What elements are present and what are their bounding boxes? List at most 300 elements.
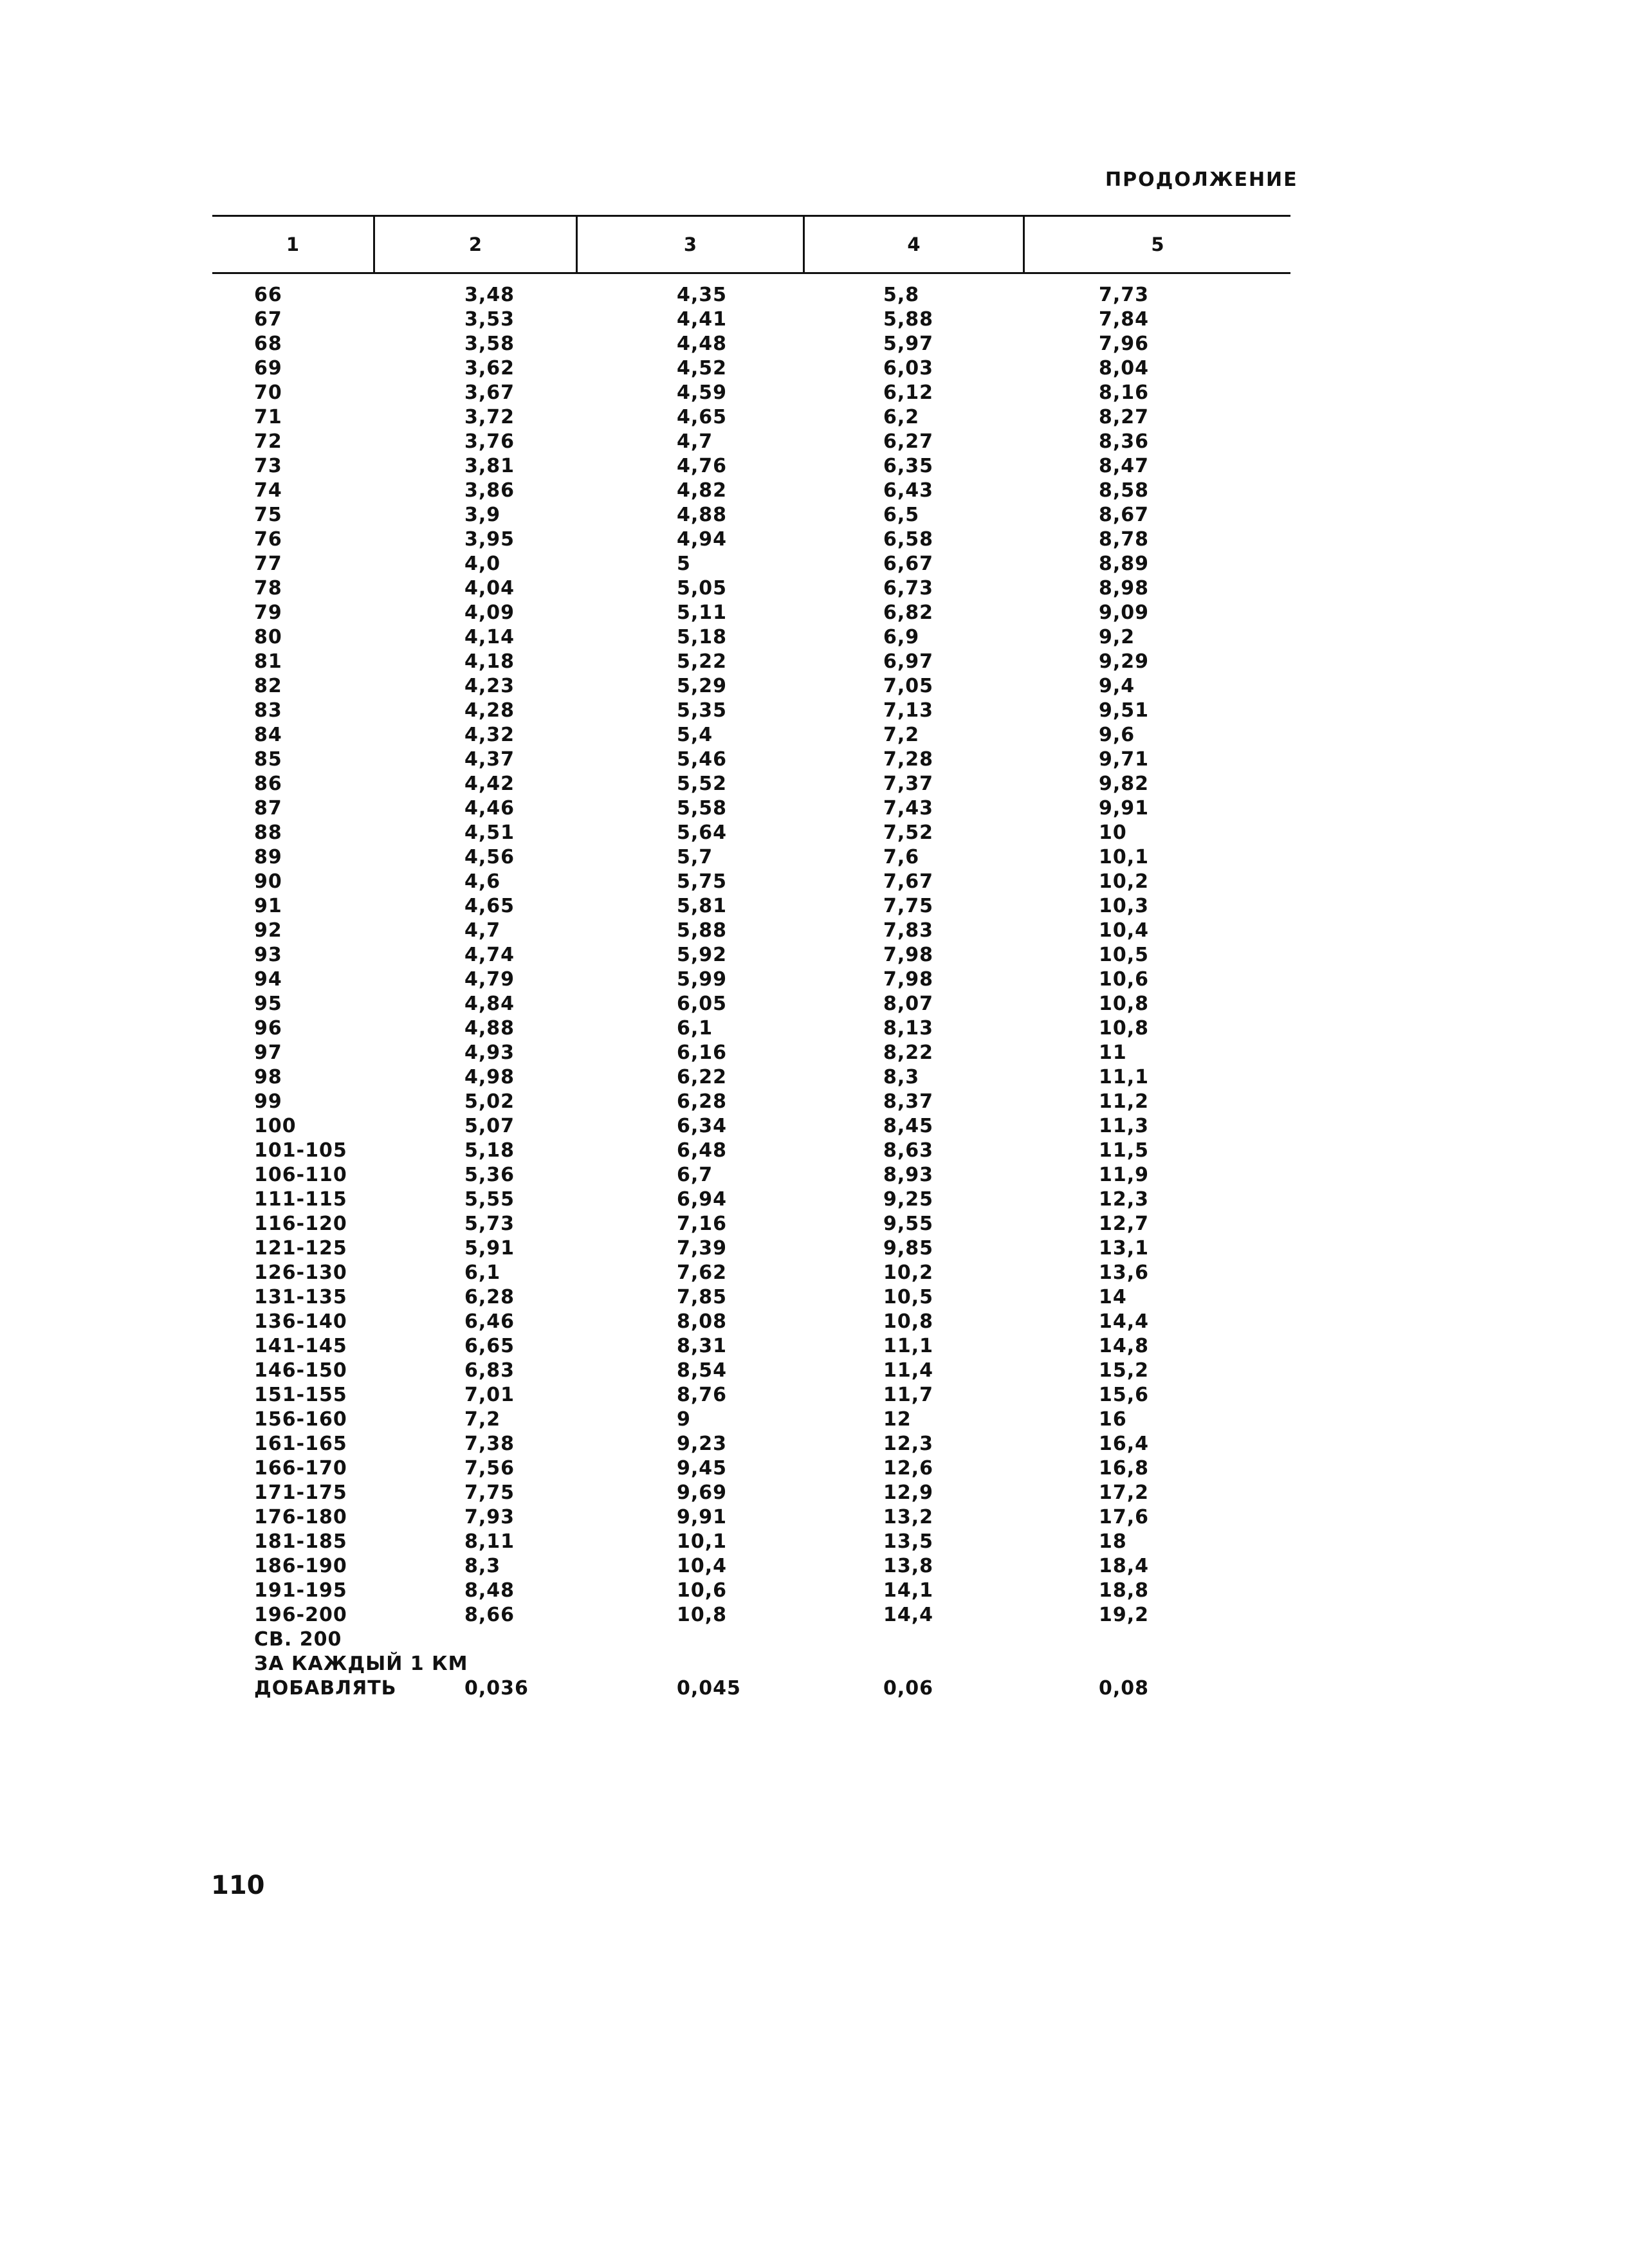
table-cell-col-5: 15,6 [1099, 1384, 1150, 1406]
table-cell-col-4: 12,6 [883, 1457, 934, 1480]
table-cell-col-5: 12,3 [1099, 1188, 1150, 1211]
table-cell-col-5: 11,5 [1099, 1139, 1150, 1162]
table-cell-col-1: 93 [254, 944, 282, 966]
table-cell-col-2: 5,73 [464, 1213, 515, 1235]
table-cell-col-5: 8,16 [1099, 381, 1150, 404]
table-row [0, 821, 1652, 845]
table-cell-col-5: 9,29 [1099, 650, 1150, 673]
table-cell-col-5: 16 [1099, 1408, 1127, 1431]
table-cell-col-1: 111-115 [254, 1188, 347, 1211]
table-cell-col-2: 4,18 [464, 650, 515, 673]
table-cell-col-2: 4,88 [464, 1017, 515, 1040]
column-header-3: 3 [683, 234, 697, 255]
table-cell-col-5: 8,89 [1099, 553, 1150, 575]
table-cell-col-5: 14,8 [1099, 1335, 1150, 1357]
table-row [0, 454, 1652, 479]
table-cell-col-5: 11,9 [1099, 1164, 1150, 1186]
table-row [0, 967, 1652, 992]
table-cell-col-2: 4,0 [464, 553, 501, 575]
column-header-1: 1 [286, 234, 300, 255]
table-cell-col-2: 5,91 [464, 1237, 515, 1260]
table-cell-col-5: 19,2 [1099, 1604, 1150, 1626]
table-cell-col-3: 5,4 [677, 724, 713, 746]
table-row [0, 650, 1652, 674]
table-cell-col-2: 3,86 [464, 479, 515, 502]
table-row [0, 307, 1652, 332]
table-cell-col-1: 141-145 [254, 1335, 347, 1357]
table-cell-col-2: 4,98 [464, 1066, 515, 1088]
table-cell-col-5: 10,5 [1099, 944, 1150, 966]
table-cell-col-3: 5,05 [677, 577, 728, 600]
table-cell-col-4: 8,45 [883, 1115, 934, 1137]
table-cell-col-4: 8,22 [883, 1041, 934, 1064]
table-cell-col-2: 4,23 [464, 675, 515, 697]
table-cell-col-4: 8,13 [883, 1017, 934, 1040]
table-cell-col-5: 18 [1099, 1530, 1127, 1553]
table-cell-col-3: 7,85 [677, 1286, 728, 1308]
table-row [0, 479, 1652, 503]
table-row [0, 283, 1652, 307]
table-cell-col-2: 3,62 [464, 357, 515, 380]
table-cell-col-2: 3,72 [464, 406, 515, 428]
table-cell-col-2: 4,37 [464, 748, 515, 771]
table-cell-col-4: 12,9 [883, 1481, 934, 1504]
table-cell-col-4: 7,52 [883, 821, 934, 844]
table-cell-col-5: 10,6 [1099, 968, 1150, 991]
table-cell-col-2: 3,48 [464, 284, 515, 306]
table-cell-col-2: 7,38 [464, 1433, 515, 1455]
table-cell-col-5: 10 [1099, 821, 1127, 844]
table-cell-col-2: 5,18 [464, 1139, 515, 1162]
table-cell-col-2: 3,81 [464, 455, 515, 477]
page-number: 110 [211, 1871, 265, 1900]
table-row [0, 1139, 1652, 1163]
table-cell-col-1: 85 [254, 748, 282, 771]
table-row [0, 1359, 1652, 1383]
table-row [0, 1016, 1652, 1041]
table-cell-col-5: 9,51 [1099, 699, 1150, 722]
table-cell-col-2: 7,2 [464, 1408, 501, 1431]
table-cell-col-3: 5,7 [677, 846, 713, 868]
table-cell-col-3: 5,46 [677, 748, 728, 771]
table-cell-col-4: 9,55 [883, 1213, 934, 1235]
table-cell-col-5: 9,4 [1099, 675, 1135, 697]
table-cell-col-1: 98 [254, 1066, 282, 1088]
table-cell-col-1: 92 [254, 919, 282, 942]
table-cell-col-2: 3,76 [464, 430, 515, 453]
table-cell-col-4: 7,6 [883, 846, 920, 868]
table-cell-col-5: 0,08 [1099, 1677, 1150, 1700]
table-row [0, 1188, 1652, 1212]
table-row [0, 1090, 1652, 1114]
table-row [0, 1065, 1652, 1090]
table-cell-col-1: 186-190 [254, 1555, 347, 1577]
table-cell-col-1: 86 [254, 773, 282, 795]
table-cell-col-3: 5,64 [677, 821, 728, 844]
table-cell-col-5: 7,96 [1099, 333, 1150, 355]
table-cell-col-1: 116-120 [254, 1213, 347, 1235]
table-row [0, 723, 1652, 747]
table-cell-col-3: 4,59 [677, 381, 728, 404]
table-cell-col-2: 8,66 [464, 1604, 515, 1626]
table-cell-col-1: 91 [254, 895, 282, 917]
table-row [0, 1334, 1652, 1359]
table-cell-col-3: 9,45 [677, 1457, 728, 1480]
table-header [212, 215, 1290, 274]
table-cell-col-1: 75 [254, 504, 282, 526]
table-cell-col-2: 8,3 [464, 1555, 501, 1577]
table-cell-col-3: 8,31 [677, 1335, 728, 1357]
table-cell-col-4: 7,75 [883, 895, 934, 917]
table-cell-col-2: 6,46 [464, 1310, 515, 1333]
table-cell-col-3: 4,94 [677, 528, 728, 551]
table-cell-col-5: 9,09 [1099, 601, 1150, 624]
table-cell-col-1: 95 [254, 993, 282, 1015]
table-row [0, 1212, 1652, 1236]
table-cell-col-4: 12,3 [883, 1433, 934, 1455]
table-cell-col-5: 17,6 [1099, 1506, 1150, 1528]
table-row [0, 625, 1652, 650]
table-row [0, 870, 1652, 894]
table-cell-col-3: 10,1 [677, 1530, 728, 1553]
table-row [0, 1456, 1652, 1481]
table-cell-col-5: 9,6 [1099, 724, 1135, 746]
table-row [0, 332, 1652, 356]
table-row [0, 503, 1652, 527]
table-cell-col-2: 5,07 [464, 1115, 515, 1137]
table-cell-col-1: 136-140 [254, 1310, 347, 1333]
table-cell-col-1: 77 [254, 553, 282, 575]
table-row [0, 919, 1652, 943]
table-cell-col-4: 8,63 [883, 1139, 934, 1162]
continuation-label: ПРОДОЛЖЕНИЕ [1105, 169, 1298, 191]
table-row [0, 1579, 1652, 1603]
table-cell-col-5: 10,2 [1099, 870, 1150, 893]
table-cell-col-2: 5,55 [464, 1188, 515, 1211]
table-cell-col-5: 15,2 [1099, 1359, 1150, 1382]
table-cell-col-1: 79 [254, 601, 282, 624]
table-row [0, 772, 1652, 796]
table-cell-col-4: 5,97 [883, 333, 934, 355]
table-cell-col-2: 4,93 [464, 1041, 515, 1064]
table-cell-col-1: 83 [254, 699, 282, 722]
table-cell-col-1: 70 [254, 381, 282, 404]
table-cell-col-3: 5,99 [677, 968, 728, 991]
table-cell-col-4: 6,97 [883, 650, 934, 673]
table-row [0, 1432, 1652, 1456]
table-cell-col-5: 8,78 [1099, 528, 1150, 551]
table-cell-col-3: 4,82 [677, 479, 728, 502]
table-cell-col-5: 16,8 [1099, 1457, 1150, 1480]
table-cell-col-5: 9,82 [1099, 773, 1150, 795]
table-cell-col-2: 3,9 [464, 504, 501, 526]
table-cell-col-3: 5,92 [677, 944, 728, 966]
table-row [0, 1554, 1652, 1579]
table-cell-col-1: 81 [254, 650, 282, 673]
table-cell-col-5: 8,47 [1099, 455, 1150, 477]
table-cell-col-2: 3,58 [464, 333, 515, 355]
table-cell-col-5: 14,4 [1099, 1310, 1150, 1333]
table-cell-col-3: 5,29 [677, 675, 728, 697]
table-cell-col-1: 121-125 [254, 1237, 347, 1260]
table-cell-col-2: 4,74 [464, 944, 515, 966]
table-cell-col-3: 5,18 [677, 626, 728, 648]
table-cell-col-5: 7,73 [1099, 284, 1150, 306]
table-row [0, 430, 1652, 454]
table-cell-col-5: 9,91 [1099, 797, 1150, 820]
table-cell-col-1: 88 [254, 821, 282, 844]
table-cell-col-3: 9 [677, 1408, 691, 1431]
table-row [0, 601, 1652, 625]
table-cell-col-3: 4,65 [677, 406, 728, 428]
table-cell-col-3: 7,16 [677, 1213, 728, 1235]
table-cell-col-5: 13,6 [1099, 1261, 1150, 1284]
table-cell-col-1: 84 [254, 724, 282, 746]
table-cell-col-3: 8,54 [677, 1359, 728, 1382]
table-cell-col-4: 13,2 [883, 1506, 934, 1528]
table-row [0, 796, 1652, 821]
column-header-4: 4 [907, 234, 921, 255]
table-cell-col-4: 8,37 [883, 1090, 934, 1113]
table-cell-col-4: 0,06 [883, 1677, 934, 1700]
table-cell-col-4: 7,43 [883, 797, 934, 820]
table-cell-col-3: 4,88 [677, 504, 728, 526]
table-row [0, 1603, 1652, 1628]
table-cell-col-3: 6,7 [677, 1164, 713, 1186]
table-cell-col-5: 11,2 [1099, 1090, 1150, 1113]
table-cell-col-5: 13,1 [1099, 1237, 1150, 1260]
table-cell-col-4: 6,5 [883, 504, 920, 526]
table-cell-col-5: 8,98 [1099, 577, 1150, 600]
table-cell-col-4: 13,8 [883, 1555, 934, 1577]
table-cell-col-3: 6,94 [677, 1188, 728, 1211]
table-cell-col-1: 166-170 [254, 1457, 347, 1480]
table-row [0, 1481, 1652, 1505]
table-cell-col-4: 7,83 [883, 919, 934, 942]
table-cell-col-5: 14 [1099, 1286, 1127, 1308]
table-cell-col-1: 146-150 [254, 1359, 347, 1382]
table-cell-col-2: 4,84 [464, 993, 515, 1015]
table-cell-col-3: 0,045 [677, 1677, 741, 1700]
table-cell-col-4: 7,13 [883, 699, 934, 722]
table-cell-col-1: 80 [254, 626, 282, 648]
table-cell-col-5: 8,36 [1099, 430, 1150, 453]
table-cell-col-2: 5,36 [464, 1164, 515, 1186]
table-cell-col-1: 74 [254, 479, 282, 502]
table-cell-col-4: 8,93 [883, 1164, 934, 1186]
table-cell-col-3: 6,22 [677, 1066, 728, 1088]
column-header-5: 5 [1151, 234, 1164, 255]
table-cell-col-1: 66 [254, 284, 282, 306]
table-cell-col-3: 5,58 [677, 797, 728, 820]
table-cell-col-1: 68 [254, 333, 282, 355]
table-cell-col-4: 7,05 [883, 675, 934, 697]
table-row [0, 1383, 1652, 1408]
table-cell-col-3: 9,91 [677, 1506, 728, 1528]
table-cell-col-1: 106-110 [254, 1164, 347, 1186]
table-cell-col-4: 6,82 [883, 601, 934, 624]
table-cell-col-2: 4,51 [464, 821, 515, 844]
table-cell-col-2: 4,6 [464, 870, 501, 893]
table-cell-col-2: 4,79 [464, 968, 515, 991]
table-cell-col-3: 8,76 [677, 1384, 728, 1406]
table-cell-col-3: 4,35 [677, 284, 728, 306]
table-cell-col-5: 11 [1099, 1041, 1127, 1064]
table-cell-col-5: 10,1 [1099, 846, 1150, 868]
table-cell-col-3: 9,69 [677, 1481, 728, 1504]
table-cell-col-2: 4,56 [464, 846, 515, 868]
table-cell-col-2: 3,53 [464, 308, 515, 331]
table-cell-col-2: 4,46 [464, 797, 515, 820]
table-cell-col-5: 8,67 [1099, 504, 1150, 526]
table-cell-col-1: 89 [254, 846, 282, 868]
table-row [0, 1163, 1652, 1188]
table-cell-col-1: 94 [254, 968, 282, 991]
table-cell-col-2: 4,65 [464, 895, 515, 917]
table-cell-col-1: 73 [254, 455, 282, 477]
table-cell-col-3: 6,48 [677, 1139, 728, 1162]
table-cell-col-4: 11,7 [883, 1384, 934, 1406]
table-row [0, 845, 1652, 870]
table-cell-col-4: 10,8 [883, 1310, 934, 1333]
table-cell-col-3: 4,7 [677, 430, 713, 453]
table-cell-col-3: 4,48 [677, 333, 728, 355]
table-row [0, 674, 1652, 699]
table-cell-col-4: 7,2 [883, 724, 920, 746]
table-cell-col-4: 8,3 [883, 1066, 920, 1088]
table-row [0, 1676, 1652, 1701]
table-cell-col-3: 10,8 [677, 1604, 728, 1626]
table-cell-col-1: 100 [254, 1115, 297, 1137]
table-cell-col-4: 5,88 [883, 308, 934, 331]
table-cell-col-3: 4,41 [677, 308, 728, 331]
table-cell-col-4: 6,43 [883, 479, 934, 502]
table-cell-col-4: 9,25 [883, 1188, 934, 1211]
table-cell-col-3: 6,16 [677, 1041, 728, 1064]
table-cell-col-3: 5,11 [677, 601, 728, 624]
table-cell-col-3: 10,4 [677, 1555, 728, 1577]
table-cell-col-2: 3,67 [464, 381, 515, 404]
table-cell-col-5: 17,2 [1099, 1481, 1150, 1504]
column-header-2: 2 [468, 234, 482, 255]
table-cell-col-2: 4,28 [464, 699, 515, 722]
table-cell-col-1: СВ. 200 [254, 1628, 342, 1651]
table-cell-col-3: 7,39 [677, 1237, 728, 1260]
table-row [0, 1652, 1652, 1676]
table-cell-col-2: 7,56 [464, 1457, 515, 1480]
table-cell-col-4: 7,28 [883, 748, 934, 771]
table-cell-col-2: 7,75 [464, 1481, 515, 1504]
table-cell-col-4: 10,5 [883, 1286, 934, 1308]
table-cell-col-4: 7,37 [883, 773, 934, 795]
table-cell-col-1: 171-175 [254, 1481, 347, 1504]
table-cell-col-1: 96 [254, 1017, 282, 1040]
table-cell-col-4: 10,2 [883, 1261, 934, 1284]
table-cell-col-3: 4,52 [677, 357, 728, 380]
table-row [0, 1041, 1652, 1065]
table-row [0, 405, 1652, 430]
table-cell-col-4: 6,27 [883, 430, 934, 453]
table-row [0, 1628, 1652, 1652]
table-cell-col-5: 7,84 [1099, 308, 1150, 331]
table-cell-col-1: 69 [254, 357, 282, 380]
table-cell-col-1: 97 [254, 1041, 282, 1064]
table-cell-col-3: 5,88 [677, 919, 728, 942]
table-row [0, 356, 1652, 381]
table-cell-col-3: 5,81 [677, 895, 728, 917]
table-cell-col-4: 6,9 [883, 626, 920, 648]
table-body [0, 283, 1652, 1701]
table-cell-col-1: 176-180 [254, 1506, 347, 1528]
table-cell-col-3: 5,35 [677, 699, 728, 722]
table-cell-col-4: 14,1 [883, 1579, 934, 1602]
table-cell-col-4: 6,35 [883, 455, 934, 477]
table-cell-col-1: 99 [254, 1090, 282, 1113]
table-cell-col-3: 10,6 [677, 1579, 728, 1602]
table-cell-col-1: 161-165 [254, 1433, 347, 1455]
table-row [0, 1310, 1652, 1334]
table-row [0, 1285, 1652, 1310]
table-cell-col-2: 4,7 [464, 919, 501, 942]
table-cell-col-2: 4,32 [464, 724, 515, 746]
table-row [0, 1530, 1652, 1554]
table-cell-col-5: 10,3 [1099, 895, 1150, 917]
table-row [0, 527, 1652, 552]
table-cell-col-4: 7,67 [883, 870, 934, 893]
table-cell-col-5: 10,8 [1099, 993, 1150, 1015]
table-cell-col-5: 16,4 [1099, 1433, 1150, 1455]
table-cell-col-1: 82 [254, 675, 282, 697]
table-cell-col-4: 5,8 [883, 284, 920, 306]
table-cell-col-1: ЗА КАЖДЫЙ 1 КМ [254, 1653, 468, 1675]
table-row [0, 992, 1652, 1016]
table-cell-col-2: 4,14 [464, 626, 515, 648]
table-cell-col-4: 6,67 [883, 553, 934, 575]
table-cell-col-2: 3,95 [464, 528, 515, 551]
table-cell-col-2: 7,01 [464, 1384, 515, 1406]
table-cell-col-4: 6,12 [883, 381, 934, 404]
table-cell-col-2: 6,65 [464, 1335, 515, 1357]
table-cell-col-4: 13,5 [883, 1530, 934, 1553]
table-cell-col-4: 8,07 [883, 993, 934, 1015]
table-row [0, 943, 1652, 967]
table-cell-col-2: 6,28 [464, 1286, 515, 1308]
table-cell-col-4: 7,98 [883, 944, 934, 966]
table-cell-col-4: 6,58 [883, 528, 934, 551]
table-cell-col-4: 11,1 [883, 1335, 934, 1357]
table-cell-col-4: 7,98 [883, 968, 934, 991]
table-cell-col-1: 101-105 [254, 1139, 347, 1162]
table-cell-col-1: 71 [254, 406, 282, 428]
table-cell-col-5: 18,8 [1099, 1579, 1150, 1602]
table-cell-col-3: 5,75 [677, 870, 728, 893]
table-cell-col-2: 6,83 [464, 1359, 515, 1382]
table-cell-col-2: 6,1 [464, 1261, 501, 1284]
table-cell-col-5: 11,1 [1099, 1066, 1150, 1088]
table-cell-col-2: 5,02 [464, 1090, 515, 1113]
table-row [0, 1236, 1652, 1261]
table-cell-col-5: 18,4 [1099, 1555, 1150, 1577]
table-cell-col-3: 5,22 [677, 650, 728, 673]
table-cell-col-3: 7,62 [677, 1261, 728, 1284]
table-cell-col-4: 6,2 [883, 406, 920, 428]
table-cell-col-5: 8,04 [1099, 357, 1150, 380]
table-cell-col-2: 7,93 [464, 1506, 515, 1528]
table-row [0, 894, 1652, 919]
table-cell-col-3: 8,08 [677, 1310, 728, 1333]
table-cell-col-3: 9,23 [677, 1433, 728, 1455]
table-cell-col-1: 76 [254, 528, 282, 551]
